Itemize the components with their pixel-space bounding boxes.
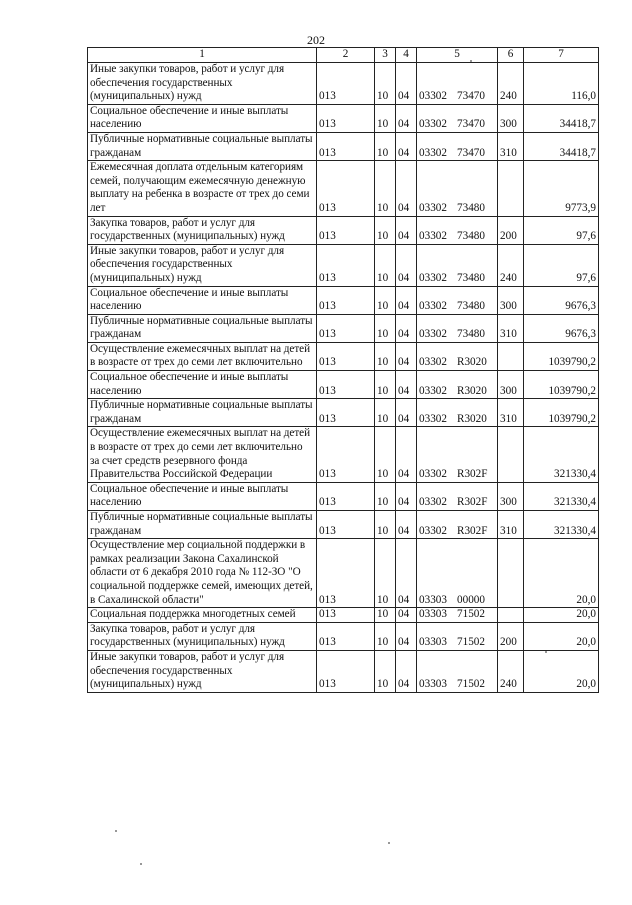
section-code-cell: 10 bbox=[375, 286, 396, 314]
grbs-code-cell: 013 bbox=[317, 216, 375, 244]
section-code-cell: 10 bbox=[375, 650, 396, 692]
table-row bbox=[88, 104, 599, 132]
row-name-cell: Иные закупки товаров, работ и услуг для обеспечения государственных (муниципальных) нужд bbox=[88, 244, 317, 286]
expense-type-cell bbox=[498, 427, 524, 482]
target-article-cell bbox=[417, 63, 498, 105]
table-row bbox=[88, 539, 599, 608]
subsection-code-cell: 04 bbox=[396, 511, 417, 539]
amount-cell: 20,0 bbox=[524, 539, 599, 608]
section-code-cell: 10 bbox=[375, 63, 396, 105]
expense-type-cell bbox=[498, 539, 524, 608]
target-article-cell bbox=[417, 314, 498, 342]
program-code: 03302 bbox=[419, 300, 447, 313]
expense-type-cell bbox=[498, 161, 524, 216]
amount-cell: 321330,4 bbox=[524, 482, 599, 510]
header-cell: 4 bbox=[396, 48, 417, 63]
subsection-code-cell: 04 bbox=[396, 427, 417, 482]
program-code: 03303 bbox=[419, 608, 447, 621]
table-row bbox=[88, 482, 599, 510]
subsection-code-cell: 04 bbox=[396, 104, 417, 132]
subsection-code-cell: 04 bbox=[396, 622, 417, 650]
expense-type-cell: 310 bbox=[498, 399, 524, 427]
program-code: 03302 bbox=[419, 412, 447, 425]
direction-code: R3020 bbox=[457, 356, 487, 369]
row-name-cell: Социальная поддержка многодетных семей bbox=[88, 608, 317, 623]
row-name-cell: Публичные нормативные социальные выплаты гражданам bbox=[88, 511, 317, 539]
program-code: 03302 bbox=[419, 146, 447, 159]
target-article-cell bbox=[417, 161, 498, 216]
program-code: 03303 bbox=[419, 593, 447, 606]
section-code-cell: 10 bbox=[375, 132, 396, 160]
amount-cell: 97,6 bbox=[524, 244, 599, 286]
row-name-cell: Закупка товаров, работ и услуг для государственных (муниципальных) нужд bbox=[88, 216, 317, 244]
amount-cell: 9676,3 bbox=[524, 314, 599, 342]
subsection-code-cell: 04 bbox=[396, 161, 417, 216]
table-row bbox=[88, 161, 599, 216]
subsection-code-cell: 04 bbox=[396, 63, 417, 105]
program-code: 03303 bbox=[419, 678, 447, 691]
header-cell: 7 bbox=[524, 48, 599, 63]
subsection-code-cell: 04 bbox=[396, 371, 417, 399]
table-row bbox=[88, 342, 599, 370]
expense-type-cell bbox=[498, 342, 524, 370]
section-code-cell: 10 bbox=[375, 342, 396, 370]
expense-type-cell: 300 bbox=[498, 371, 524, 399]
subsection-code-cell: 04 bbox=[396, 132, 417, 160]
expense-type-cell: 200 bbox=[498, 216, 524, 244]
direction-code: 00000 bbox=[457, 593, 485, 606]
section-code-cell: 10 bbox=[375, 622, 396, 650]
expense-type-cell: 240 bbox=[498, 244, 524, 286]
header-cell: 6 bbox=[498, 48, 524, 63]
target-article-cell bbox=[417, 427, 498, 482]
target-article-cell bbox=[417, 371, 498, 399]
target-article-cell bbox=[417, 216, 498, 244]
target-article-cell bbox=[417, 286, 498, 314]
grbs-code-cell: 013 bbox=[317, 622, 375, 650]
expense-type-cell: 240 bbox=[498, 650, 524, 692]
subsection-code-cell: 04 bbox=[396, 286, 417, 314]
grbs-code-cell: 013 bbox=[317, 104, 375, 132]
row-name-cell: Осуществление мер социальной поддержки в рамках реализации Закона Сахалинской области от 6 декабря 2010 года № 112-ЗО "О социальной поддержке семей, имеющих детей, в Сахалинской области" bbox=[88, 539, 317, 608]
subsection-code-cell: 04 bbox=[396, 314, 417, 342]
amount-cell: 1039790,2 bbox=[524, 342, 599, 370]
row-name-cell: Социальное обеспечение и иные выплаты населению bbox=[88, 104, 317, 132]
grbs-code-cell: 013 bbox=[317, 342, 375, 370]
target-article-cell bbox=[417, 622, 498, 650]
amount-cell: 116,0 bbox=[524, 63, 599, 105]
amount-cell: 20,0 bbox=[524, 622, 599, 650]
section-code-cell: 10 bbox=[375, 608, 396, 623]
header-row bbox=[88, 48, 599, 63]
grbs-code-cell: 013 bbox=[317, 132, 375, 160]
expense-type-cell: 310 bbox=[498, 132, 524, 160]
header-cell: 1 bbox=[88, 48, 317, 63]
section-code-cell: 10 bbox=[375, 244, 396, 286]
grbs-code-cell: 013 bbox=[317, 427, 375, 482]
program-code: 03302 bbox=[419, 271, 447, 284]
target-article-cell bbox=[417, 104, 498, 132]
amount-cell: 321330,4 bbox=[524, 511, 599, 539]
target-article-cell bbox=[417, 132, 498, 160]
program-code: 03303 bbox=[419, 636, 447, 649]
section-code-cell: 10 bbox=[375, 511, 396, 539]
header-cell: 2 bbox=[317, 48, 375, 63]
table-row bbox=[88, 650, 599, 692]
row-name-cell: Публичные нормативные социальные выплаты гражданам bbox=[88, 132, 317, 160]
direction-code: R302F bbox=[457, 496, 488, 509]
target-article-cell bbox=[417, 650, 498, 692]
grbs-code-cell: 013 bbox=[317, 399, 375, 427]
section-code-cell: 10 bbox=[375, 427, 396, 482]
amount-cell: 321330,4 bbox=[524, 427, 599, 482]
direction-code: 71502 bbox=[457, 608, 485, 621]
program-code: 03302 bbox=[419, 201, 447, 214]
header-cell: 3 bbox=[375, 48, 396, 63]
table-row bbox=[88, 314, 599, 342]
amount-cell: 9773,9 bbox=[524, 161, 599, 216]
grbs-code-cell: 013 bbox=[317, 244, 375, 286]
table-row bbox=[88, 63, 599, 105]
row-name-cell: Осуществление ежемесячных выплат на детей в возрасте от трех до семи лет включительно за счет средств резервного фонда Правительства Российской Федерации bbox=[88, 427, 317, 482]
target-article-cell bbox=[417, 342, 498, 370]
direction-code: 71502 bbox=[457, 678, 485, 691]
direction-code: R302F bbox=[457, 524, 488, 537]
row-name-cell: Осуществление ежемесячных выплат на детей в возрасте от трех до семи лет включительно bbox=[88, 342, 317, 370]
expense-type-cell: 300 bbox=[498, 286, 524, 314]
direction-code: 73470 bbox=[457, 90, 485, 103]
table-row bbox=[88, 286, 599, 314]
grbs-code-cell: 013 bbox=[317, 650, 375, 692]
grbs-code-cell: 013 bbox=[317, 286, 375, 314]
expense-type-cell: 310 bbox=[498, 511, 524, 539]
section-code-cell: 10 bbox=[375, 161, 396, 216]
direction-code: 71502 bbox=[457, 636, 485, 649]
row-name-cell: Публичные нормативные социальные выплаты гражданам bbox=[88, 399, 317, 427]
direction-code: 73480 bbox=[457, 271, 485, 284]
program-code: 03302 bbox=[419, 118, 447, 131]
target-article-cell bbox=[417, 608, 498, 623]
section-code-cell: 10 bbox=[375, 539, 396, 608]
row-name-cell: Публичные нормативные социальные выплаты гражданам bbox=[88, 314, 317, 342]
table-row bbox=[88, 427, 599, 482]
subsection-code-cell: 04 bbox=[396, 399, 417, 427]
target-article-cell bbox=[417, 244, 498, 286]
amount-cell: 20,0 bbox=[524, 608, 599, 623]
subsection-code-cell: 04 bbox=[396, 539, 417, 608]
row-name-cell: Закупка товаров, работ и услуг для государственных (муниципальных) нужд bbox=[88, 622, 317, 650]
row-name-cell: Иные закупки товаров, работ и услуг для обеспечения государственных (муниципальных) нужд bbox=[88, 650, 317, 692]
program-code: 03302 bbox=[419, 524, 447, 537]
section-code-cell: 10 bbox=[375, 371, 396, 399]
amount-cell: 20,0 bbox=[524, 650, 599, 692]
row-name-cell: Социальное обеспечение и иные выплаты населению bbox=[88, 482, 317, 510]
amount-cell: 1039790,2 bbox=[524, 399, 599, 427]
direction-code: R3020 bbox=[457, 412, 487, 425]
grbs-code-cell: 013 bbox=[317, 371, 375, 399]
grbs-code-cell: 013 bbox=[317, 314, 375, 342]
table-row bbox=[88, 371, 599, 399]
subsection-code-cell: 04 bbox=[396, 482, 417, 510]
table-row bbox=[88, 608, 599, 623]
grbs-code-cell: 013 bbox=[317, 511, 375, 539]
table-row bbox=[88, 622, 599, 650]
program-code: 03302 bbox=[419, 468, 447, 481]
section-code-cell: 10 bbox=[375, 482, 396, 510]
expense-type-cell: 300 bbox=[498, 482, 524, 510]
expense-type-cell: 200 bbox=[498, 622, 524, 650]
grbs-code-cell: 013 bbox=[317, 63, 375, 105]
row-name-cell: Социальное обеспечение и иные выплаты населению bbox=[88, 286, 317, 314]
amount-cell: 1039790,2 bbox=[524, 371, 599, 399]
grbs-code-cell: 013 bbox=[317, 482, 375, 510]
amount-cell: 34418,7 bbox=[524, 132, 599, 160]
target-article-cell bbox=[417, 539, 498, 608]
target-article-cell bbox=[417, 399, 498, 427]
target-article-cell bbox=[417, 482, 498, 510]
subsection-code-cell: 04 bbox=[396, 650, 417, 692]
table-row bbox=[88, 399, 599, 427]
program-code: 03302 bbox=[419, 90, 447, 103]
table-row bbox=[88, 511, 599, 539]
page-number: 202 bbox=[307, 33, 325, 47]
expense-type-cell: 300 bbox=[498, 104, 524, 132]
target-article-cell bbox=[417, 511, 498, 539]
row-name-cell: Социальное обеспечение и иные выплаты населению bbox=[88, 371, 317, 399]
row-name-cell: Иные закупки товаров, работ и услуг для обеспечения государственных (муниципальных) нужд bbox=[88, 63, 317, 105]
direction-code: R302F bbox=[457, 468, 488, 481]
program-code: 03302 bbox=[419, 496, 447, 509]
section-code-cell: 10 bbox=[375, 314, 396, 342]
table-row bbox=[88, 244, 599, 286]
expense-type-cell bbox=[498, 608, 524, 623]
section-code-cell: 10 bbox=[375, 104, 396, 132]
direction-code: R3020 bbox=[457, 384, 487, 397]
direction-code: 73470 bbox=[457, 118, 485, 131]
grbs-code-cell: 013 bbox=[317, 161, 375, 216]
program-code: 03302 bbox=[419, 230, 447, 243]
amount-cell: 97,6 bbox=[524, 216, 599, 244]
budget-table bbox=[87, 47, 599, 693]
direction-code: 73480 bbox=[457, 230, 485, 243]
program-code: 03302 bbox=[419, 328, 447, 341]
subsection-code-cell: 04 bbox=[396, 342, 417, 370]
expense-type-cell: 240 bbox=[498, 63, 524, 105]
table-row bbox=[88, 216, 599, 244]
direction-code: 73470 bbox=[457, 146, 485, 159]
subsection-code-cell: 04 bbox=[396, 608, 417, 623]
section-code-cell: 10 bbox=[375, 216, 396, 244]
grbs-code-cell: 013 bbox=[317, 608, 375, 623]
subsection-code-cell: 04 bbox=[396, 216, 417, 244]
section-code-cell: 10 bbox=[375, 399, 396, 427]
grbs-code-cell: 013 bbox=[317, 539, 375, 608]
expense-type-cell: 310 bbox=[498, 314, 524, 342]
row-name-cell: Ежемесячная доплата отдельным категориям семей, получающим ежемесячную денежную выплату на ребенка в возрасте от трех до семи лет bbox=[88, 161, 317, 216]
subsection-code-cell: 04 bbox=[396, 244, 417, 286]
direction-code: 73480 bbox=[457, 201, 485, 214]
program-code: 03302 bbox=[419, 384, 447, 397]
program-code: 03302 bbox=[419, 356, 447, 369]
header-cell: 5 bbox=[417, 48, 498, 63]
amount-cell: 34418,7 bbox=[524, 104, 599, 132]
direction-code: 73480 bbox=[457, 328, 485, 341]
amount-cell: 9676,3 bbox=[524, 286, 599, 314]
direction-code: 73480 bbox=[457, 300, 485, 313]
table-row bbox=[88, 132, 599, 160]
